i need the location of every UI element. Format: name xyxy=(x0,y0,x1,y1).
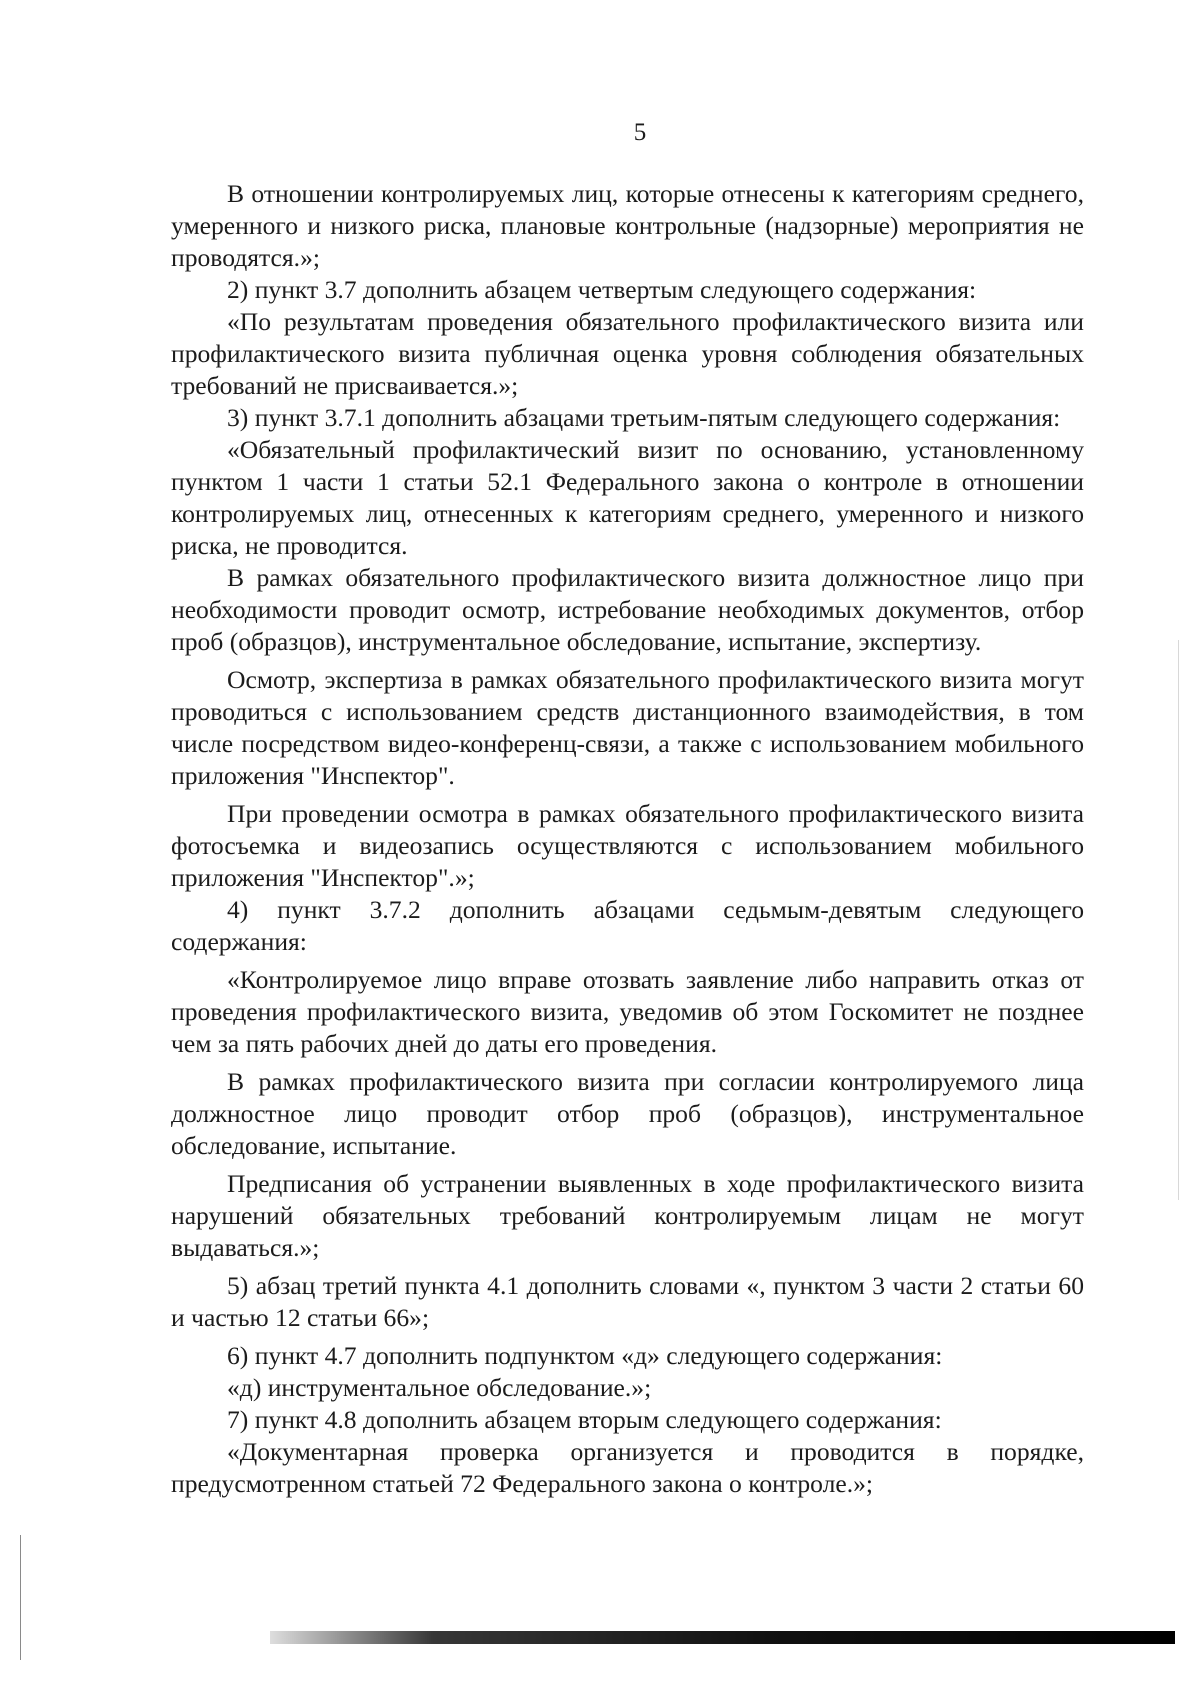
paragraph: 5) абзац третий пункта 4.1 дополнить словами «, пунктом 3 части 2 статьи 60 и частью 12 статьи 66»; xyxy=(171,1271,1084,1332)
paragraph: 3) пункт 3.7.1 дополнить абзацами третьим-пятым следующего содержания: xyxy=(227,403,1061,432)
paragraph: 4) пункт 3.7.2 дополнить абзацами седьмым-девятым следующего содержания: xyxy=(171,895,1084,956)
paragraph: Осмотр, экспертиза в рамках обязательного профилактического визита могут проводиться с использованием средств дистанционного взаимодействия, в том числе посредством видео-конференц-связи, а также с использованием мобильного приложения "Инспектор". xyxy=(171,665,1084,790)
paragraph: При проведении осмотра в рамках обязательного профилактического визита фотосъемка и видеозапись осуществляются с использованием мобильного приложения "Инспектор".»; xyxy=(171,799,1084,892)
paragraph: В рамках обязательного профилактического визита должностное лицо при необходимости проводит осмотр, истребование необходимых документов, отбор проб (образцов), инструментальное обследование, испытание, экспертизу. xyxy=(171,563,1084,656)
document-body xyxy=(171,178,1084,1500)
paragraph: Предписания об устранении выявленных в ходе профилактического визита нарушений обязательных требований контролируемым лицам не могут выдаваться.»; xyxy=(171,1169,1084,1262)
paragraph: 7) пункт 4.8 дополнить абзацем вторым следующего содержания: xyxy=(227,1405,942,1434)
paragraph: «Контролируемое лицо вправе отозвать заявление либо направить отказ от проведения профилактического визита, уведомив об этом Госкомитет не позднее чем за пять рабочих дней до даты его проведения. xyxy=(171,965,1084,1058)
paragraph: «По результатам проведения обязательного профилактического визита или профилактического визита публичная оценка уровня соблюдения обязательных требований не присваивается.»; xyxy=(171,307,1084,400)
scan-right-edge xyxy=(1178,640,1179,1200)
page-number: 5 xyxy=(633,119,647,146)
paragraph: В отношении контролируемых лиц, которые отнесены к категориям среднего, умеренного и низкого риска, плановые контрольные (надзорные) мероприятия не проводятся.»; xyxy=(171,179,1084,272)
paragraph: В рамках профилактического визита при согласии контролируемого лица должностное лицо проводит отбор проб (образцов), инструментальное обследование, испытание. xyxy=(171,1067,1084,1160)
paragraph: «д) инструментальное обследование.»; xyxy=(227,1373,652,1402)
paragraph: 6) пункт 4.7 дополнить подпунктом «д» следующего содержания: xyxy=(227,1341,943,1370)
scan-left-edge xyxy=(20,1535,21,1660)
paragraph: «Обязательный профилактический визит по основанию, установленному пунктом 1 части 1 статьи 52.1 Федерального закона о контроле в отношении контролируемых лиц, отнесенных к категориям среднего, умеренного и низкого риска, не проводится. xyxy=(171,435,1084,560)
scan-bottom-edge xyxy=(270,1631,1175,1644)
paragraph: 2) пункт 3.7 дополнить абзацем четвертым следующего содержания: xyxy=(227,275,977,304)
paragraph: «Документарная проверка организуется и проводится в порядке, предусмотренном статьей 72 Федерального закона о контроле.»; xyxy=(171,1437,1084,1498)
